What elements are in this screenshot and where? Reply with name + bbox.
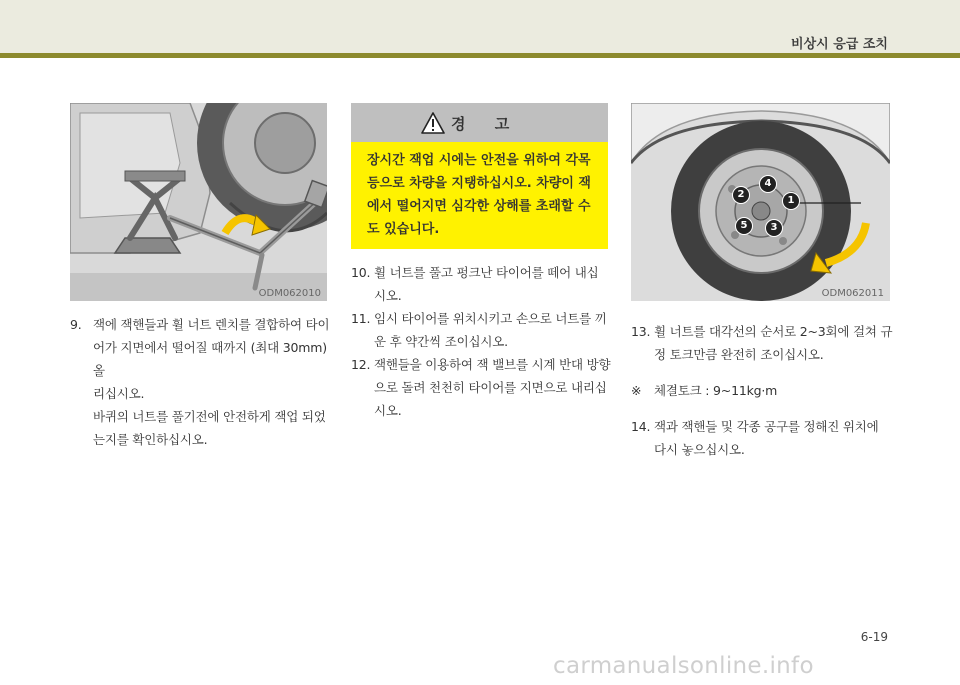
wheel-illustration	[631, 103, 890, 301]
step-line: 리십시오.	[93, 386, 145, 401]
right-column-text	[631, 320, 893, 461]
step-14	[631, 415, 893, 461]
warning-triangle-icon	[421, 112, 445, 134]
step-line: 운 후 약간씩 조이십시오.	[374, 334, 508, 349]
step-line: 어가 지면에서 떨어질 때까지 (최대 30mm) 올	[93, 340, 327, 378]
jack-figure	[70, 103, 327, 301]
warning-body: 장시간 잭업 시에는 안전을 위하여 각목 등으로 차량을 지탱하십시오. 차량이 잭에서 떨어지면 심각한 상해를 초래할 수 도 있습니다.	[367, 153, 591, 237]
watermark-text: carmanualsonline.info	[553, 653, 814, 679]
step-10	[351, 261, 613, 307]
step-line: 정 토크만큼 완전히 조이십시오.	[654, 347, 824, 362]
nut-label-1: 1	[782, 192, 800, 210]
warning-header	[351, 103, 608, 142]
step-9	[70, 313, 332, 451]
wheel-figure	[631, 103, 890, 301]
step-11	[351, 307, 613, 353]
step-12	[351, 353, 613, 422]
header-rule	[0, 53, 960, 58]
step-line: 휠 너트를 풀고 펑크난 타이어를 떼어 내십	[374, 265, 599, 280]
step-line: 잭에 잭핸들과 휠 너트 렌치를 결합하여 타이	[93, 317, 330, 332]
figure-code: ODM062011	[821, 288, 884, 299]
step-line: 바퀴의 너트를 풀기전에 안전하게 잭업 되었	[93, 409, 326, 424]
jack-illustration	[70, 103, 327, 301]
step-line: 다시 놓으십시오.	[654, 442, 745, 457]
note-mark: ※	[631, 383, 642, 398]
step-line: 잭과 잭핸들 및 각종 공구를 정해진 위치에	[654, 419, 879, 434]
step-line: 휠 너트를 대각선의 순서로 2~3회에 걸쳐 규	[654, 324, 893, 339]
nut-label-2: 2	[732, 186, 750, 204]
step-line: 시오.	[374, 403, 402, 418]
nut-label-4: 4	[759, 175, 777, 193]
step-number: 9.	[70, 317, 82, 332]
step-number: 14.	[631, 419, 651, 434]
step-line: 으로 돌려 천천히 타이어를 지면으로 내리십	[374, 380, 607, 395]
nut-label-5: 5	[735, 217, 753, 235]
warning-box	[351, 103, 608, 249]
step-line: 임시 타이어를 위치시키고 손으로 너트를 끼	[374, 311, 607, 326]
step-13	[631, 320, 893, 366]
warning-title: 경 고	[451, 115, 522, 133]
step-number: 13.	[631, 324, 651, 339]
figure-code: ODM062010	[258, 288, 321, 299]
page-number: 6-19	[860, 630, 888, 644]
step-line: 잭핸들을 이용하여 잭 밸브를 시계 반대 방향	[374, 357, 611, 372]
left-column-text	[70, 313, 332, 451]
step-number: 11.	[351, 311, 371, 326]
middle-column-text	[351, 261, 613, 422]
note-line: 체결토크 : 9~11kg·m	[654, 383, 778, 398]
nut-label-3: 3	[765, 219, 783, 237]
step-line: 는지를 확인하십시오.	[93, 432, 208, 447]
torque-note	[631, 379, 893, 402]
step-number: 12.	[351, 357, 371, 372]
section-title: 비상시 응급 조치	[791, 37, 888, 52]
step-number: 10.	[351, 265, 371, 280]
step-line: 시오.	[374, 288, 402, 303]
